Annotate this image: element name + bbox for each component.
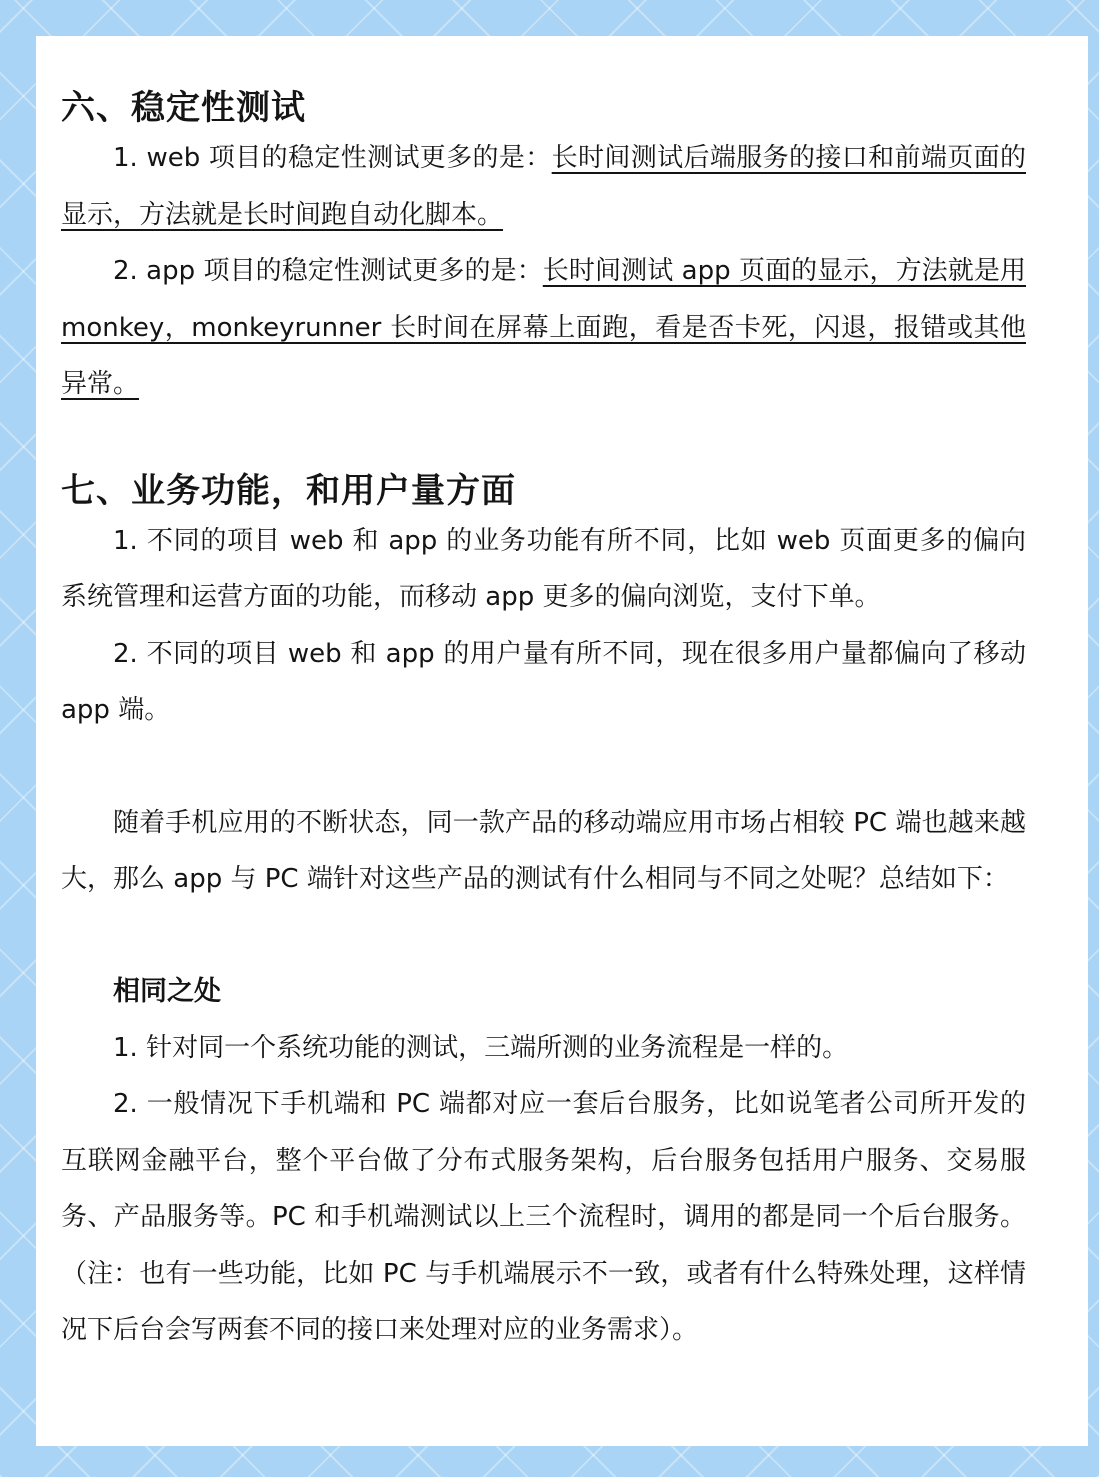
section-7-item-2: 2. 不同的项目 web 和 app 的用户量有所不同，现在很多用户量都偏向了移动 app 端。 xyxy=(61,638,1026,725)
underlined-text: 长时间测试后端服务的接口和前端页面的显示，方法就是长时间跑自动化脚本。 xyxy=(61,143,1026,230)
summary-paragraph: 随着手机应用的不断状态，同一款产品的移动端应用市场占相较 PC 端也越来越大，那么 app 与 PC 端针对这些产品的测试有什么相同与不同之处呢？总结如下： xyxy=(61,807,1026,894)
underlined-text: 长时间测试 app 页面的显示，方法就是用 monkey，monkeyrunner 长时间在屏幕上面跑，看是否卡死，闪退，报错或其他异常。 xyxy=(61,256,1026,399)
section-6-heading: 六、稳定性测试 xyxy=(61,88,306,128)
similarities-item-2: 2. 一般情况下手机端和 PC 端都对应一套后台服务，比如说笔者公司所开发的互联网金融平台，整个平台做了分布式服务架构，后台服务包括用户服务、交易服务、产品服务等。PC 和手机端测试以上三个流程时，调用的都是同一个后台服务。（注：也有一些功能，比如 PC 与手机端展示不一致，或者有什么特殊处理，这样情况下后台会写两套不同的接口来处理对应的业务需求）。 xyxy=(61,1089,1026,1345)
document-page xyxy=(36,36,1088,1446)
section-6-item-1 xyxy=(61,130,1026,243)
spacer xyxy=(61,908,1026,964)
spacer xyxy=(61,739,1026,795)
similarities-item-1: 1. 针对同一个系统功能的测试，三端所测的业务流程是一样的。 xyxy=(113,1032,849,1063)
section-7-heading: 七、业务功能，和用户量方面 xyxy=(61,470,516,511)
section-7-item-1: 1. 不同的项目 web 和 app 的业务功能有所不同，比如 web 页面更多的偏向系统管理和运营方面的功能，而移动 app 更多的偏向浏览，支付下单。 xyxy=(61,525,1026,612)
section-6-item-2 xyxy=(61,243,1026,413)
item-lead-text: 2. app 项目的稳定性测试更多的是： xyxy=(113,256,543,286)
similarities-heading: 相同之处 xyxy=(113,975,221,1007)
item-lead-text: 1. web 项目的稳定性测试更多的是： xyxy=(113,143,552,173)
